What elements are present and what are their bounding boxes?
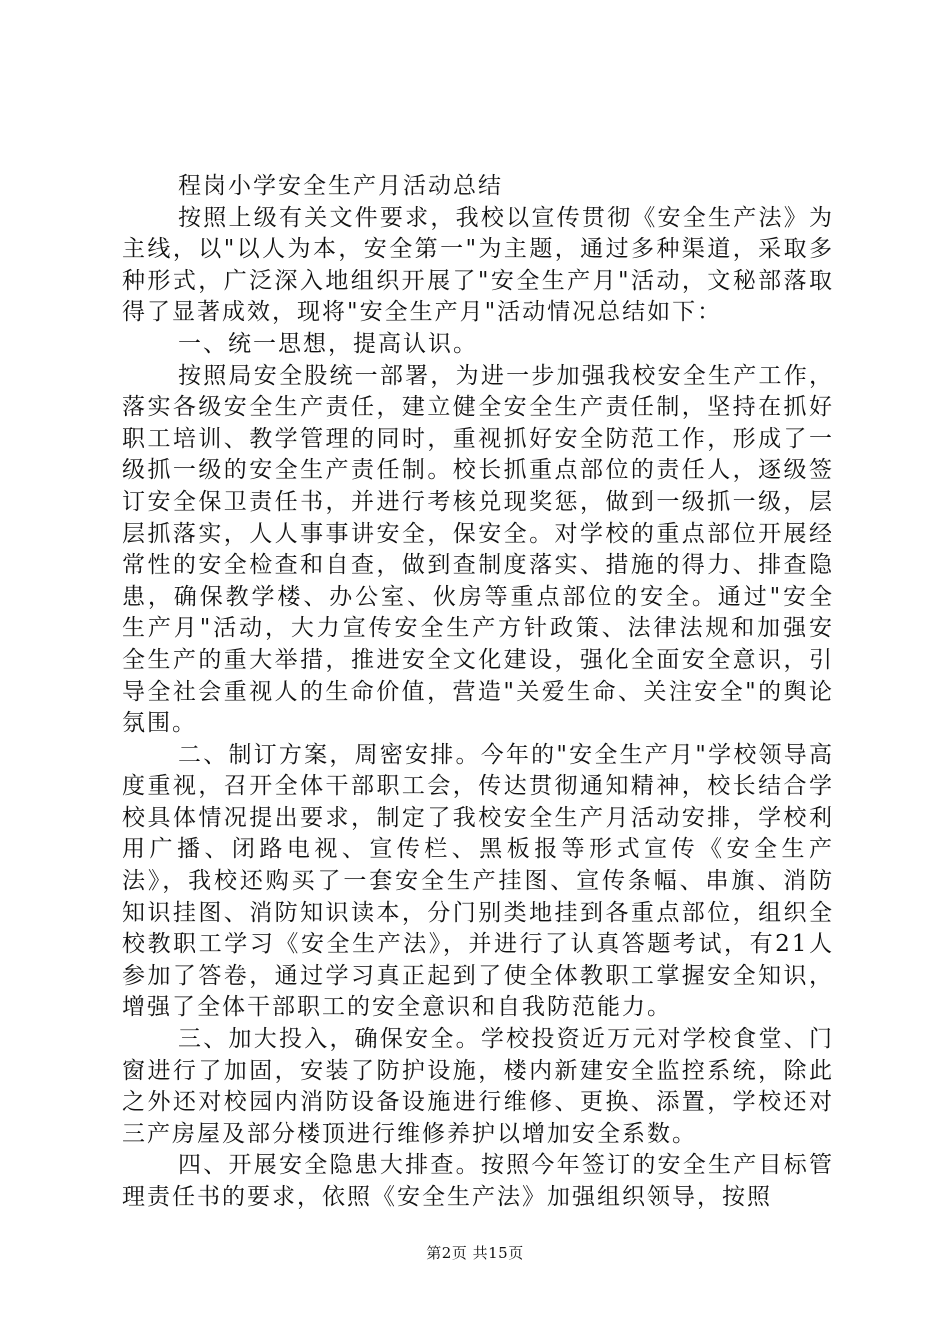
paragraph-section-2: 二、制订方案，周密安排。今年的"安全生产月"学校领导高度重视，召开全体干部职工会，传达贯彻通知精神，校长结合学校具体情况提出要求，制定了我校安全生产月活动安排，学校利用广播、闭路电视、宣传栏、黑板报等形式宣传《安全生产法》，我校还购买了一套安全生产挂图、宣传条幅、串旗、消防知识挂图、消防知识读本，分门别类地挂到各重点部位，组织全校教职工学习《安全生产法》，并进行了认真答题考试，有21人参加了答卷，通过学习真正起到了使全体教职工掌握安全知识，增强了全体干部职工的安全意识和自我防范能力。: [122, 741, 834, 1021]
page-number-footer: 第2页 共15页: [426, 1244, 524, 1262]
document-body: [122, 171, 834, 1214]
document-title: 程岗小学安全生产月活动总结: [178, 173, 503, 199]
paragraph-section-4: 四、开展安全隐患大排查。按照今年签订的安全生产目标管理责任书的要求，依照《安全生产法》加强组织领导，按照: [122, 1152, 834, 1210]
paragraph-intro: 按照上级有关文件要求，我校以宣传贯彻《安全生产法》为主线，以"以人为本，安全第一"为主题，通过多种渠道，采取多种形式，广泛深入地组织开展了"安全生产月"活动，文秘部落取得了显著成效，现将"安全生产月"活动情况总结如下：: [122, 204, 834, 326]
paragraph-section-1: 按照局安全股统一部署，为进一步加强我校安全生产工作，落实各级安全生产责任，建立健全安全生产责任制，坚持在抓好职工培训、教学管理的同时，重视抓好安全防范工作，形成了一级抓一级的安全生产责任制。校长抓重点部位的责任人，逐级签订安全保卫责任书，并进行考核兑现奖惩，做到一级抓一级，层层抓落实，人人事事讲安全，保安全。对学校的重点部位开展经常性的安全检查和自查，做到查制度落实、措施的得力、排查隐患，确保教学楼、办公室、伙房等重点部位的安全。通过"安全生产月"活动，大力宣传安全生产方针政策、法律法规和加强安全生产的重大举措，推进安全文化建设，强化全面安全意识，引导全社会重视人的生命价值，营造"关爱生命、关注安全"的舆论氛围。: [122, 362, 834, 737]
paragraph-section-3: 三、加大投入，确保安全。学校投资近万元对学校食堂、门窗进行了加固，安装了防护设施，楼内新建安全监控系统，除此之外还对校园内消防设备设施进行维修、更换、添置，学校还对三产房屋及部分楼顶进行维修养护以增加安全系数。: [122, 1026, 834, 1147]
section-heading-1: 一、统一思想，提高认识。: [178, 330, 478, 357]
